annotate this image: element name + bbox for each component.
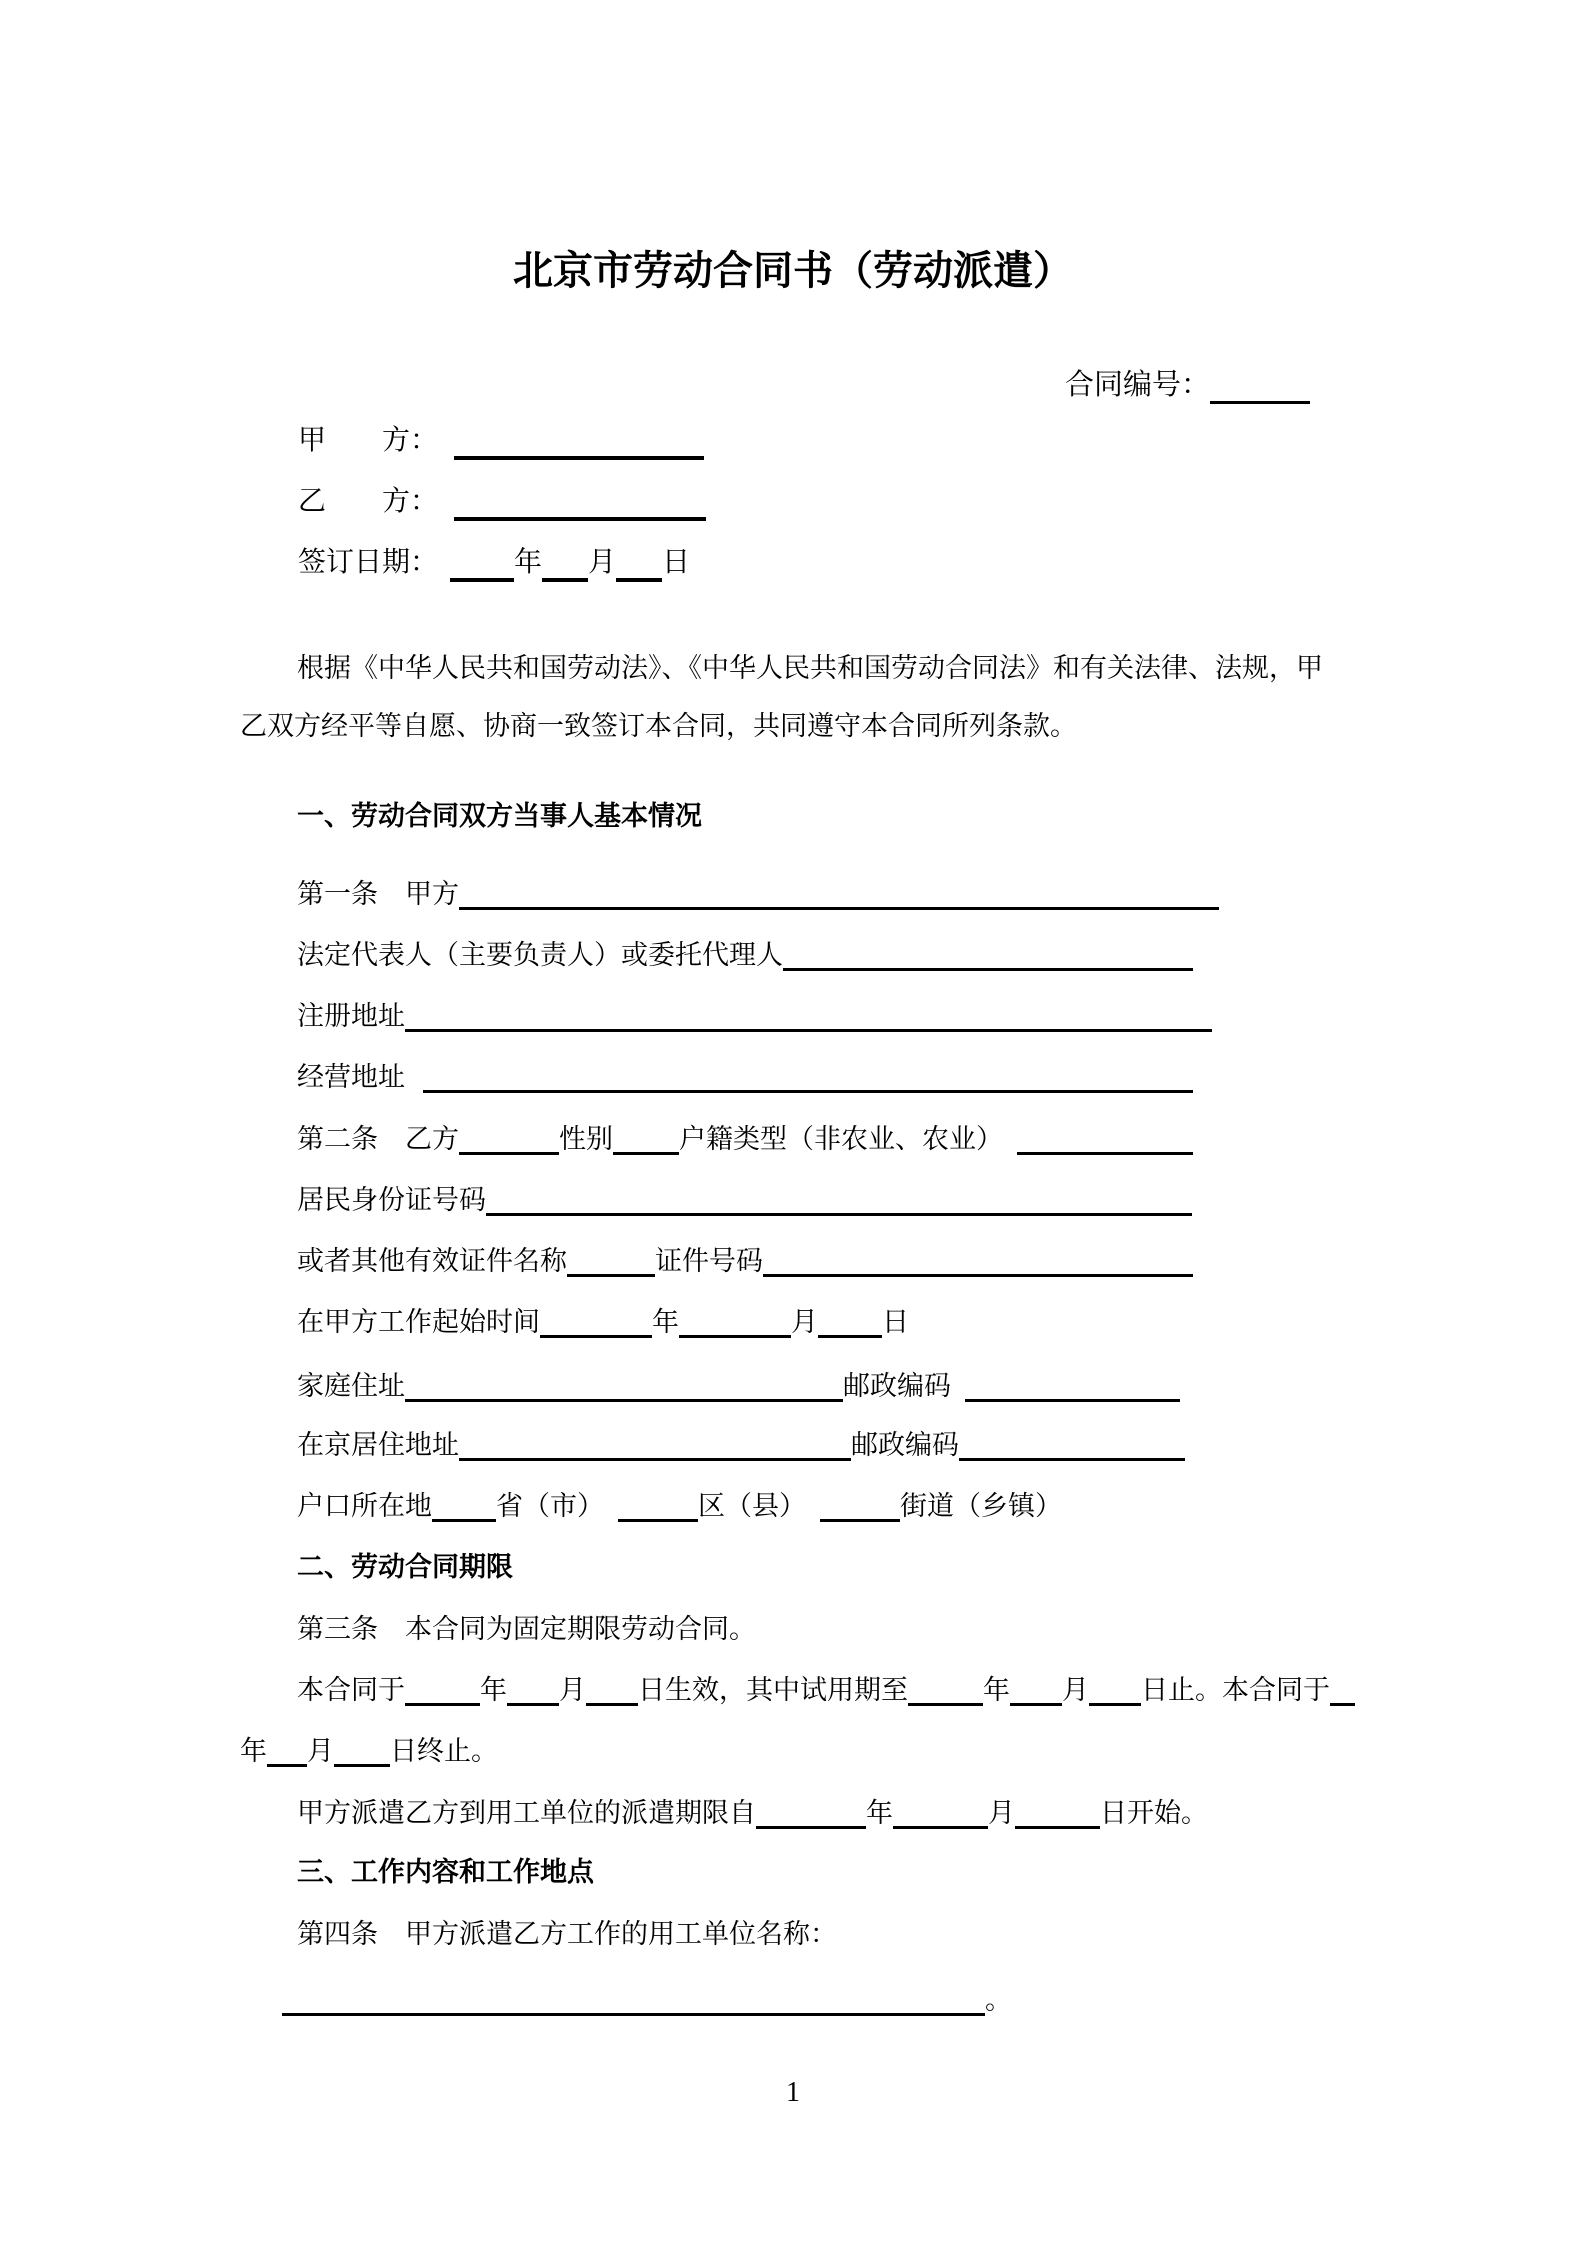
- postcode2-label: 邮政编码: [851, 1430, 959, 1460]
- cert-no-label: 证件号码: [655, 1246, 763, 1276]
- registered-address-blank: [405, 997, 1212, 1032]
- page-number: 1: [786, 2077, 800, 2108]
- probation-month-blank: [1010, 1671, 1062, 1706]
- indent: [240, 878, 297, 910]
- province-label: 省（市）: [496, 1491, 604, 1521]
- terminate-date-line: [240, 1735, 498, 1767]
- day-label: 日: [882, 1307, 909, 1337]
- spacer: [806, 1490, 820, 1522]
- sign-date-line: [298, 544, 690, 582]
- terminate-day-blank: [334, 1732, 390, 1767]
- start-work-line: [240, 1306, 909, 1338]
- dispatch-prefix: 甲方派遣乙方到用工单位的派遣期限自: [297, 1798, 756, 1828]
- effective-mid: 日生效，其中试用期至: [638, 1675, 908, 1705]
- registered-address-line: [240, 1000, 1212, 1032]
- probation-year-blank: [908, 1671, 983, 1706]
- terminate-year-blank-start: [1330, 1671, 1355, 1706]
- section-2-heading: 二、劳动合同期限: [240, 1551, 513, 1583]
- gender-label: 性别: [559, 1124, 613, 1154]
- period-mark: 。: [985, 1985, 1012, 2015]
- start-month-blank: [679, 1303, 791, 1338]
- id-number-line: [240, 1184, 1192, 1216]
- province-blank: [432, 1487, 496, 1522]
- hukou-location-label: 户口所在地: [297, 1491, 432, 1521]
- start-year-blank: [540, 1303, 652, 1338]
- party-b-blank: [454, 479, 706, 521]
- business-address-label: 经营地址: [297, 1062, 405, 1092]
- indent: [240, 1306, 297, 1338]
- party-a-name-blank: [459, 875, 1219, 910]
- registered-address-label: 注册地址: [297, 1001, 405, 1031]
- spacer: [604, 1490, 618, 1522]
- effective-day-blank: [586, 1671, 638, 1706]
- month-label: 月: [988, 1798, 1015, 1828]
- home-address-label: 家庭住址: [297, 1371, 405, 1401]
- section-3-heading: 三、工作内容和工作地点: [240, 1856, 594, 1888]
- indent: [240, 1061, 297, 1093]
- dispatch-end: 日开始。: [1100, 1798, 1208, 1828]
- indent: [240, 1245, 297, 1277]
- clause-1-party-a-line: [240, 878, 1219, 910]
- month-label: 月: [559, 1675, 586, 1705]
- home-address-blank: [405, 1367, 843, 1402]
- other-cert-line: [240, 1245, 1193, 1277]
- clause-4-text: 第四条 甲方派遣乙方工作的用工单位名称：: [297, 1919, 837, 1949]
- business-address-line: [240, 1061, 1193, 1093]
- year-label: 年: [240, 1736, 267, 1766]
- month-label: 月: [307, 1736, 334, 1766]
- cert-no-blank: [763, 1242, 1193, 1277]
- year-label: 年: [652, 1307, 679, 1337]
- hukou-location-line: [240, 1490, 1062, 1522]
- indent: [240, 939, 297, 971]
- spacer: [405, 1061, 423, 1093]
- postcode-blank: [965, 1367, 1180, 1402]
- contract-number-line: [1065, 366, 1310, 404]
- contract-number-blank: [1210, 363, 1310, 404]
- spacer: [438, 483, 454, 521]
- year-label: 年: [480, 1675, 507, 1705]
- business-address-blank: [423, 1058, 1193, 1093]
- contract-number-label: 合同编号：: [1064, 369, 1210, 401]
- party-b-line: [298, 483, 706, 521]
- indent: [240, 1984, 282, 2016]
- party-b-label: 乙 方：: [298, 486, 439, 517]
- indent: [240, 1551, 297, 1583]
- party-b-name-blank: [459, 1120, 559, 1155]
- dispatch-day-blank: [1015, 1794, 1100, 1829]
- effective-date-line: [240, 1674, 1355, 1706]
- beijing-address-label: 在京居住地址: [297, 1430, 459, 1460]
- other-cert-name-blank: [567, 1242, 655, 1277]
- dispatch-month-blank: [893, 1794, 988, 1829]
- indent: [240, 1000, 297, 1032]
- month-label: 月: [588, 547, 617, 578]
- intro-text-2: 乙双方经平等自愿、协商一致签订本合同，共同遵守本合同所列条款。: [240, 711, 1077, 741]
- year-label: 年: [866, 1798, 893, 1828]
- employer-name-blank: [282, 1981, 985, 2016]
- clause-2-label: 第二条 乙方: [297, 1124, 459, 1154]
- section-1-heading: 一、劳动合同双方当事人基本情况: [240, 800, 702, 832]
- party-a-blank: [454, 418, 704, 460]
- postcode2-blank: [959, 1426, 1185, 1461]
- spacer: [438, 422, 454, 460]
- district-label: 区（县）: [698, 1491, 806, 1521]
- probation-day-blank: [1089, 1671, 1141, 1706]
- district-blank: [618, 1487, 698, 1522]
- sign-date-label: 签订日期：: [298, 547, 439, 578]
- beijing-address-line: [240, 1429, 1185, 1461]
- street-label: 街道（乡镇）: [900, 1491, 1062, 1521]
- start-day-blank: [818, 1303, 882, 1338]
- spacer: [1003, 1123, 1017, 1155]
- intro-line-2: [240, 710, 1350, 742]
- beijing-address-blank: [459, 1426, 851, 1461]
- indent: [240, 1429, 297, 1461]
- employer-name-blank-line: [240, 1984, 1012, 2016]
- indent: [240, 1123, 297, 1155]
- year-label: 年: [514, 547, 543, 578]
- intro-line-1: [240, 652, 1350, 684]
- terminate-month-blank: [267, 1732, 307, 1767]
- legal-rep-label: 法定代表人（主要负责人）或委托代理人: [297, 940, 783, 970]
- year-label: 年: [983, 1675, 1010, 1705]
- spacer: [438, 544, 450, 582]
- hukou-type-label: 户籍类型（非农业、农业）: [679, 1124, 1003, 1154]
- legal-rep-blank: [783, 936, 1193, 971]
- indent: [240, 1674, 297, 1706]
- other-cert-label: 或者其他有效证件名称: [297, 1246, 567, 1276]
- clause-1-label: 第一条 甲方: [297, 879, 459, 909]
- month-label: 月: [791, 1307, 818, 1337]
- effective-end: 日止。本合同于: [1141, 1675, 1330, 1705]
- clause-3-text: 第三条 本合同为固定期限劳动合同。: [297, 1614, 756, 1644]
- sign-month-blank: [542, 540, 588, 582]
- effective-prefix: 本合同于: [297, 1675, 405, 1705]
- indent: [240, 1184, 297, 1216]
- party-a-line: [298, 422, 704, 460]
- dispatch-year-blank: [756, 1794, 866, 1829]
- postcode-label: 邮政编码: [843, 1371, 951, 1401]
- street-blank: [820, 1487, 900, 1522]
- document-title: 北京市劳动合同书（劳动派遣）: [513, 248, 1073, 293]
- start-work-label: 在甲方工作起始时间: [297, 1307, 540, 1337]
- effective-month-blank: [507, 1671, 559, 1706]
- intro-text-1: 根据《中华人民共和国劳动法》、《中华人民共和国劳动合同法》和有关法律、法规，甲: [297, 653, 1323, 683]
- id-number-label: 居民身份证号码: [297, 1185, 486, 1215]
- dispatch-period-line: [240, 1797, 1208, 1829]
- indent: [240, 800, 297, 832]
- sign-day-blank: [616, 540, 662, 582]
- day-label: 日: [662, 547, 691, 578]
- indent: [240, 1797, 297, 1829]
- legal-rep-line: [240, 939, 1193, 971]
- indent: [240, 1370, 297, 1402]
- indent: [240, 1490, 297, 1522]
- clause-4-line: [240, 1918, 837, 1950]
- indent: [240, 1918, 297, 1950]
- clause-3-line: [240, 1613, 756, 1645]
- clause-2-party-b-line: [240, 1123, 1193, 1155]
- id-number-blank: [486, 1181, 1192, 1216]
- indent: [240, 652, 297, 684]
- effective-year-blank: [405, 1671, 480, 1706]
- terminate-end: 日终止。: [390, 1736, 498, 1766]
- indent: [240, 1856, 297, 1888]
- gender-blank: [613, 1120, 679, 1155]
- sign-year-blank: [450, 540, 514, 582]
- home-address-line: [240, 1370, 1180, 1402]
- party-a-label: 甲 方：: [298, 425, 439, 456]
- spacer: [951, 1370, 965, 1402]
- indent: [240, 1613, 297, 1645]
- hukou-type-blank: [1017, 1120, 1193, 1155]
- month-label: 月: [1062, 1675, 1089, 1705]
